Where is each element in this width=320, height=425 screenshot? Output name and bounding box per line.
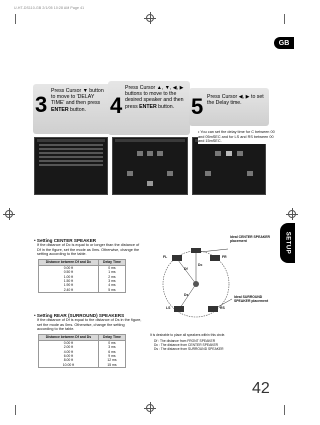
osd-screenshot-step-5 xyxy=(192,137,266,195)
table-row: 10.00 ft 15 ms xyxy=(39,363,126,368)
section-tab-setup: SETUP xyxy=(280,223,295,263)
legend-df: Df : The distance from FRONT SPEAKER xyxy=(154,339,216,343)
table-row: 2.00 ft 3 ms xyxy=(39,345,126,349)
crop-mark-tl xyxy=(6,14,16,24)
table-row: 4.00 ft 6 ms xyxy=(39,350,126,354)
ideal-surround-label: Ideal SURROUND SPEAKER placement xyxy=(234,295,269,303)
table-row: 0.00 ft 0 ms xyxy=(39,340,126,345)
registration-mark-right xyxy=(288,210,296,218)
label-fl: FL xyxy=(163,255,168,259)
label-rs: RS xyxy=(220,306,225,310)
delay-range-note-visible: • You can set the delay time for C between 00 and 05mSEC and for LS and RS between 00 and 15mSEC. xyxy=(198,130,278,144)
step-5-number: 5 xyxy=(191,94,204,119)
center-speaker-section: • Setting CENTER SPEAKER If the distance of Dc is equal to or longer than the distance of Df in the figure, set the mode as 0ms. Otherwise, change the setting according to the table. Distance between Df and Dc Delay Time 0.00 ft 0 ms 0.50 ft 1 ms 1.00 ft 2 ms 1.50 ft 3 ms 1.90 ft 4 ms 2.40 ft 5 ms xyxy=(34,238,142,293)
rear-speaker-section: • Setting REAR (SURROUND) SPEAKERS If the distance of Df is equal to the distance of Ds in the figure, set the mode as 0ms. Otherwise, change the setting according to the table. Distance between Df and Ds Delay Time 0.00 ft 0 ms 2.00 ft 3 ms 4.00 ft 6 ms 6.00 ft 9 ms 8.00 ft 12 ms 10.00 ft 15 ms xyxy=(34,313,142,367)
table-row: 1.00 ft 2 ms xyxy=(39,275,126,279)
placement-diagram-svg xyxy=(150,236,274,332)
diagram-legend xyxy=(154,339,278,351)
step-4-number: 4 xyxy=(110,93,123,118)
label-c: C xyxy=(189,248,192,252)
rear-delay-table: Distance between Df and Ds Delay Time 0.00 ft 0 ms 2.00 ft 3 ms 4.00 ft 6 ms 6.00 ft 9 ms 8.00 ft 12 ms 10.00 ft 15 ms xyxy=(38,334,126,368)
table-row: 0.00 ft 0 ms xyxy=(39,265,126,270)
registration-mark-top xyxy=(146,14,154,22)
registration-mark-bottom xyxy=(146,404,154,412)
table-row: 6.00 ft 9 ms xyxy=(39,354,126,358)
step-5-box xyxy=(189,88,269,126)
label-df: Df xyxy=(184,267,188,271)
crop-mark-br xyxy=(284,405,294,415)
registration-mark-left xyxy=(5,210,13,218)
crop-mark-tr xyxy=(284,14,294,24)
legend-ds: Ds : The distance from SURROUND SPEAKER xyxy=(154,347,224,351)
center-delay-table: Distance between Df and Dc Delay Time 0.00 ft 0 ms 0.50 ft 1 ms 1.00 ft 2 ms 1.50 ft 3 ms 1.90 ft 4 ms 2.40 ft 5 ms xyxy=(38,259,126,293)
label-ls: LS xyxy=(166,306,171,310)
step-3-text: Press Cursor ▼ button to move to 'DELAY TIME' and then press ENTER button. xyxy=(51,88,104,113)
step-4-box xyxy=(108,81,190,135)
label-ds: Ds xyxy=(184,293,189,297)
speaker-layout-icon-2 xyxy=(193,143,265,193)
diagram-caption: It is desirable to place all speakers within this circle. xyxy=(150,333,226,337)
center-speaker-title: Setting CENTER SPEAKER xyxy=(36,238,97,243)
language-tab: GB xyxy=(274,37,294,49)
crop-mark-bl xyxy=(6,405,16,415)
osd-screenshot-step-4 xyxy=(112,137,188,195)
step-3-box xyxy=(33,84,111,134)
table-row: 0.50 ft 1 ms xyxy=(39,270,126,274)
label-fr: FR xyxy=(222,255,227,259)
table-row: 1.90 ft 4 ms xyxy=(39,283,126,287)
table-row: 2.40 ft 5 ms xyxy=(39,288,126,293)
osd-screenshot-step-3 xyxy=(34,137,108,195)
step-3-number: 3 xyxy=(35,92,48,117)
table-row: 8.00 ft 12 ms xyxy=(39,358,126,362)
page-number: 42 xyxy=(252,380,270,397)
label-dc: Dc xyxy=(198,263,203,267)
center-speaker-body: If the distance of Dc is equal to or longer than the distance of Df in the figure, set the mode as 0ms. Otherwise, change the setting according to the table. xyxy=(37,243,140,257)
step-4-text: Press Cursor ▲, ▼, ◀, ▶ buttons to move to the desired speaker and then press ENTER button. xyxy=(125,85,184,110)
print-header: U-HT-DS110-GB 2/1/05 10:28 AM Page 41 xyxy=(14,6,85,10)
table-row: 1.50 ft 3 ms xyxy=(39,279,126,283)
ideal-center-label: Ideal CENTER SPEAKER placement xyxy=(230,235,270,243)
speaker-layout-icon xyxy=(113,143,187,193)
speaker-placement-diagram xyxy=(150,236,274,332)
rear-speaker-title: Setting REAR (SURROUND) SPEAKERS xyxy=(36,313,125,318)
legend-dc: Dc : The distance from CENTER SPEAKER xyxy=(154,343,219,347)
rear-speaker-body: If the distance of Df is equal to the distance of Ds in the figure, set the mode as 0ms. Otherwise, change the setting according to the table. xyxy=(37,318,142,332)
step-5-text: Press Cursor ◀, ▶ to set the Delay time. xyxy=(207,94,264,107)
